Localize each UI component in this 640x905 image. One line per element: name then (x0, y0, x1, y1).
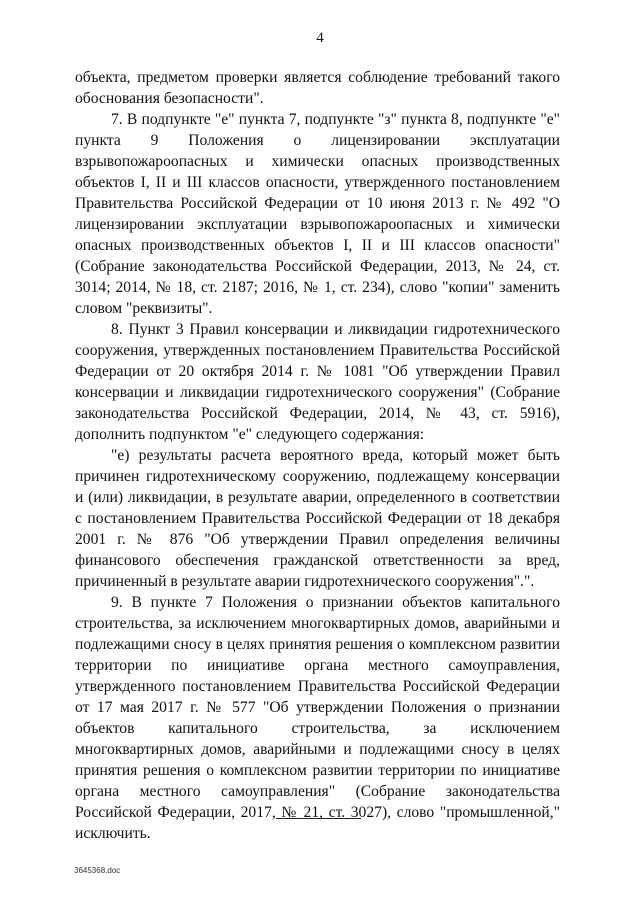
footer-document-id: 3645368.doc (74, 866, 121, 875)
end-separator-line (276, 818, 361, 819)
paragraph-item-8-quote: "е) результаты расчета вероятного вреда, который может быть причинен гидротехническому сооружению, подлежащему консервации и (или) ликвидации, в результате аварии, определенного в соответствии с постановлением Правительства Российской Федерации от 18 декабря 2001 г. № 876 "Об утверждении Правил определения величины финансового обеспечения гражданской ответственности за вред, причиненный в результате аварии гидротехнического сооружения".". (75, 447, 560, 590)
paragraph-item-7: 7. В подпункте "е" пункта 7, подпункте "з" пункта 8, подпункте "е" пункта 9 Положения о лицензировании эксплуатации взрывопожароопасных и химически опасных производственных объектов I, II и III классов опасности, утвержденного постановлением Правительства Российской Федерации от 10 июня 2013 г. № 492 "О лицензировании эксплуатации взрывопожароопасных и химически опасных производственных объектов I, II и III классов опасности" (Собрание законодательства Российской Федерации, 2013, № 24, ст. 3014; 2014, № 18, ст. 2187; 2016, № 1, ст. 234), слово "копии" заменить словом "реквизиты". (75, 111, 560, 317)
paragraph-item-9: 9. В пункте 7 Положения о признании объектов капитального строительства, за исключением многоквартирных домов, аварийными и подлежащими сносу в целях принятия решения о комплексном развитии территории по инициативе органа местного самоуправления, утвержденного постановлением Правительства Российской Федерации от 17 мая 2017 г. № 577 "Об утверждении Положения о признании объектов капитального строительства, за исключением многоквартирных домов, аварийными и подлежащими сносу в целях принятия решения о комплексном развитии территории по инициативе органа местного самоуправления" (Собрание законодательства Российской Федерации, 2017, № 21, ст. 3027), слово "промышленной," исключить. (75, 594, 560, 842)
paragraph-continuation: объекта, предметом проверки является соблюдение требований такого обоснования безопасности". (75, 69, 560, 107)
paragraph-item-8: 8. Пункт 3 Правил консервации и ликвидации гидротехнического сооружения, утвержденных постановлением Правительства Российской Федерации от 20 октября 2014 г. № 1081 "Об утверждении Правил консервации и ликвидации гидротехнического сооружения" (Собрание законодательства Российской Федерации, 2014, № 43, ст. 5916), дополнить подпунктом "е" следующего содержания: (75, 321, 560, 443)
page-number: 4 (316, 30, 324, 46)
document-body (75, 67, 560, 844)
